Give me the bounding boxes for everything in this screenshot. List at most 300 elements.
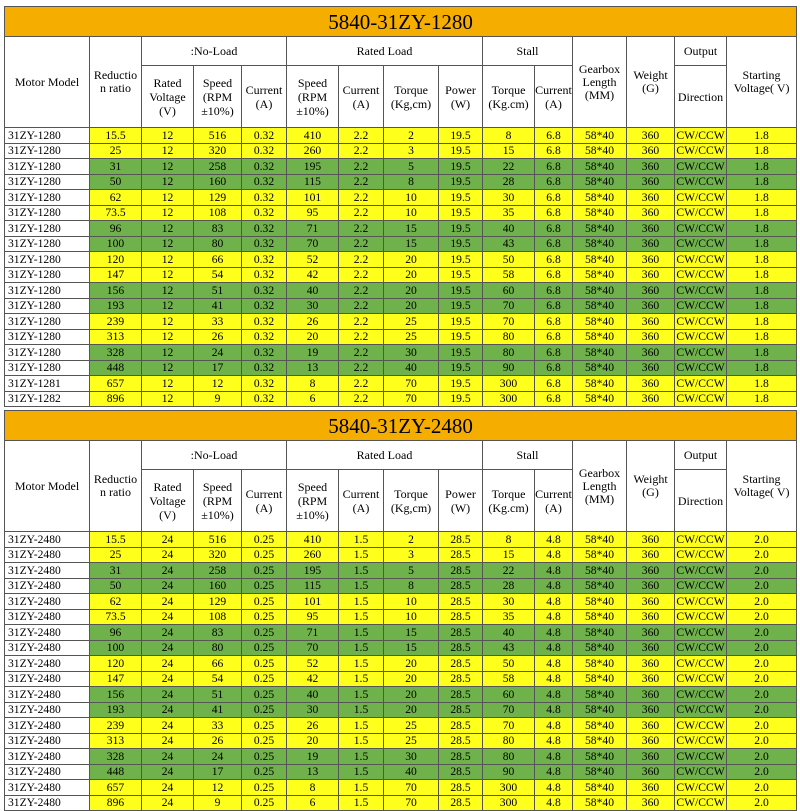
cell-starting-voltage: 1.8: [727, 143, 797, 159]
cell-motor-model: 31ZY-1280: [5, 360, 90, 376]
cell-motor-model: 31ZY-2480: [5, 547, 90, 563]
cell-rated-voltage: 24: [142, 640, 194, 656]
cell-rated-speed: 40: [287, 283, 339, 299]
cell-weight: 360: [627, 749, 675, 765]
cell-noload-current: 0.32: [242, 376, 287, 392]
cell-rated-power: 19.5: [439, 283, 483, 299]
cell-weight: 360: [627, 687, 675, 703]
cell-stall-current: 6.8: [535, 345, 573, 361]
cell-motor-model: 31ZY-2480: [5, 640, 90, 656]
cell-reduction-ratio: 73.5: [90, 609, 142, 625]
cell-noload-current: 0.25: [242, 640, 287, 656]
cell-rated-speed: 13: [287, 360, 339, 376]
cell-weight: 360: [627, 205, 675, 221]
cell-noload-current: 0.32: [242, 128, 287, 144]
cell-rated-voltage: 12: [142, 391, 194, 407]
cell-motor-model: 31ZY-1280: [5, 252, 90, 268]
cell-direction: CW/CCW: [676, 283, 725, 297]
cell-rated-speed: 30: [287, 702, 339, 718]
cell-weight: 360: [627, 594, 675, 610]
cell-stall-torque: 50: [483, 252, 535, 268]
cell-starting-voltage: 1.8: [727, 190, 797, 206]
header-stall-torque: Torque (Kg.cm): [483, 470, 535, 532]
cell-noload-current: 0.32: [242, 283, 287, 299]
cell-rated-voltage: 12: [142, 376, 194, 392]
cell-noload-current: 0.32: [242, 345, 287, 361]
cell-rated-voltage: 24: [142, 780, 194, 796]
cell-rated-speed: 8: [287, 780, 339, 796]
cell-noload-current: 0.25: [242, 702, 287, 718]
cell-gearbox-length: 58*40: [573, 174, 627, 190]
cell-rated-voltage: 12: [142, 174, 194, 190]
cell-weight: 360: [627, 795, 675, 811]
header-no-load: :No-Load: [142, 37, 287, 66]
cell-starting-voltage: 2.0: [727, 594, 797, 610]
cell-rated-power: 19.5: [439, 360, 483, 376]
header-gearbox-length: Gearbox Length (MM): [573, 37, 627, 128]
cell-rated-power: 28.5: [439, 656, 483, 672]
cell-noload-speed: 17: [194, 764, 242, 780]
cell-stall-current: 4.8: [535, 780, 573, 796]
cell-rated-current: 2.2: [339, 174, 384, 190]
cell-gearbox-length: 58*40: [573, 625, 627, 641]
cell-motor-model: 31ZY-2480: [5, 718, 90, 734]
cell-rated-voltage: 24: [142, 718, 194, 734]
cell-gearbox-length: 58*40: [573, 702, 627, 718]
cell-reduction-ratio: 313: [90, 329, 142, 345]
cell-direction: CW/CCW: [676, 625, 725, 639]
cell-motor-model: 31ZY-2480: [5, 594, 90, 610]
cell-motor-model: 31ZY-2480: [5, 733, 90, 749]
cell-starting-voltage: 2.0: [727, 578, 797, 594]
cell-weight: 360: [627, 563, 675, 579]
cell-starting-voltage: 2.0: [727, 718, 797, 734]
table-row: [5, 749, 797, 765]
cell-gearbox-length: 58*40: [573, 687, 627, 703]
cell-rated-voltage: 12: [142, 283, 194, 299]
cell-direction: CW/CCW: [676, 703, 725, 717]
cell-direction: CW/CCW: [676, 299, 725, 313]
cell-starting-voltage: 2.0: [727, 625, 797, 641]
cell-weight: 360: [627, 578, 675, 594]
cell-weight: 360: [627, 702, 675, 718]
cell-rated-torque: 5: [384, 563, 439, 579]
cell-noload-current: 0.32: [242, 252, 287, 268]
cell-rated-power: 28.5: [439, 795, 483, 811]
cell-direction: CW/CCW: [676, 641, 725, 655]
cell-motor-model: 31ZY-1280: [5, 221, 90, 237]
cell-noload-speed: 80: [194, 236, 242, 252]
cell-weight: 360: [627, 764, 675, 780]
table-body: [5, 532, 797, 811]
cell-weight: 360: [627, 174, 675, 190]
cell-rated-power: 28.5: [439, 563, 483, 579]
cell-gearbox-length: 58*40: [573, 236, 627, 252]
table-row: [5, 329, 797, 345]
cell-direction: CW/CCW: [676, 548, 725, 562]
cell-direction: CW/CCW: [676, 190, 725, 204]
table-row: [5, 609, 797, 625]
cell-rated-speed: 101: [287, 190, 339, 206]
cell-motor-model: 31ZY-2480: [5, 687, 90, 703]
cell-noload-speed: 12: [194, 376, 242, 392]
cell-noload-current: 0.25: [242, 532, 287, 548]
cell-rated-speed: 19: [287, 749, 339, 765]
cell-weight: 360: [627, 190, 675, 206]
cell-direction: CW/CCW: [676, 780, 725, 794]
cell-direction: CW/CCW: [676, 749, 725, 763]
cell-rated-power: 19.5: [439, 329, 483, 345]
cell-motor-model: 31ZY-1280: [5, 267, 90, 283]
cell-rated-torque: 40: [384, 764, 439, 780]
cell-reduction-ratio: 50: [90, 578, 142, 594]
cell-starting-voltage: 1.8: [727, 159, 797, 175]
cell-noload-current: 0.32: [242, 159, 287, 175]
cell-rated-torque: 8: [384, 174, 439, 190]
cell-starting-voltage: 1.8: [727, 314, 797, 330]
cell-rated-torque: 8: [384, 578, 439, 594]
cell-rated-speed: 260: [287, 547, 339, 563]
cell-stall-current: 6.8: [535, 391, 573, 407]
cell-rated-current: 2.2: [339, 252, 384, 268]
cell-reduction-ratio: 120: [90, 656, 142, 672]
cell-rated-current: 1.5: [339, 656, 384, 672]
cell-stall-current: 6.8: [535, 143, 573, 159]
cell-rated-current: 2.2: [339, 267, 384, 283]
cell-starting-voltage: 2.0: [727, 609, 797, 625]
cell-rated-power: 19.5: [439, 205, 483, 221]
cell-noload-current: 0.25: [242, 609, 287, 625]
cell-direction: CW/CCW: [676, 144, 725, 158]
cell-rated-torque: 15: [384, 640, 439, 656]
cell-rated-voltage: 24: [142, 656, 194, 672]
cell-rated-voltage: 12: [142, 205, 194, 221]
cell-stall-torque: 8: [483, 128, 535, 144]
cell-rated-current: 1.5: [339, 687, 384, 703]
cell-reduction-ratio: 147: [90, 671, 142, 687]
cell-noload-speed: 51: [194, 283, 242, 299]
cell-starting-voltage: 2.0: [727, 749, 797, 765]
cell-starting-voltage: 2.0: [727, 671, 797, 687]
cell-rated-current: 2.2: [339, 221, 384, 237]
cell-rated-voltage: 24: [142, 733, 194, 749]
table-row: [5, 764, 797, 780]
cell-direction: CW/CCW: [676, 268, 725, 282]
cell-rated-speed: 42: [287, 671, 339, 687]
cell-rated-current: 1.5: [339, 625, 384, 641]
cell-starting-voltage: 1.8: [727, 205, 797, 221]
cell-rated-power: 28.5: [439, 702, 483, 718]
cell-rated-speed: 52: [287, 656, 339, 672]
cell-noload-current: 0.32: [242, 221, 287, 237]
cell-noload-current: 0.32: [242, 143, 287, 159]
header-rated-current: Current (A): [339, 470, 384, 532]
cell-rated-power: 19.5: [439, 174, 483, 190]
cell-rated-torque: 15: [384, 625, 439, 641]
cell-rated-speed: 42: [287, 267, 339, 283]
cell-rated-voltage: 24: [142, 594, 194, 610]
cell-rated-current: 1.5: [339, 563, 384, 579]
cell-gearbox-length: 58*40: [573, 314, 627, 330]
cell-weight: 360: [627, 547, 675, 563]
header-reduction-ratio: Reductio n ratio: [90, 37, 142, 128]
cell-starting-voltage: 1.8: [727, 391, 797, 407]
cell-rated-torque: 20: [384, 702, 439, 718]
cell-rated-torque: 20: [384, 267, 439, 283]
cell-rated-speed: 20: [287, 329, 339, 345]
cell-reduction-ratio: 96: [90, 625, 142, 641]
cell-rated-power: 28.5: [439, 578, 483, 594]
cell-rated-current: 2.2: [339, 391, 384, 407]
cell-reduction-ratio: 50: [90, 174, 142, 190]
cell-rated-voltage: 12: [142, 360, 194, 376]
cell-noload-speed: 320: [194, 547, 242, 563]
cell-noload-speed: 41: [194, 298, 242, 314]
cell-rated-torque: 25: [384, 314, 439, 330]
cell-weight: 360: [627, 329, 675, 345]
cell-starting-voltage: 2.0: [727, 563, 797, 579]
header-starting-voltage: Starting Voltage( V): [727, 37, 797, 128]
cell-weight: 360: [627, 376, 675, 392]
cell-weight: 360: [627, 360, 675, 376]
header-rated-load: Rated Load: [287, 37, 483, 66]
cell-stall-torque: 60: [483, 283, 535, 299]
header-rated-speed: Speed (RPM ±10%): [287, 66, 339, 128]
cell-rated-torque: 3: [384, 143, 439, 159]
table-row: [5, 345, 797, 361]
table-row: [5, 376, 797, 392]
cell-rated-power: 19.5: [439, 190, 483, 206]
cell-stall-torque: 80: [483, 345, 535, 361]
cell-rated-torque: 10: [384, 594, 439, 610]
cell-starting-voltage: 1.8: [727, 174, 797, 190]
cell-gearbox-length: 58*40: [573, 640, 627, 656]
cell-rated-torque: 20: [384, 283, 439, 299]
cell-gearbox-length: 58*40: [573, 143, 627, 159]
cell-weight: 360: [627, 252, 675, 268]
cell-stall-current: 4.8: [535, 795, 573, 811]
cell-noload-current: 0.32: [242, 329, 287, 345]
cell-rated-power: 19.5: [439, 376, 483, 392]
cell-stall-current: 4.8: [535, 656, 573, 672]
cell-motor-model: 31ZY-1281: [5, 376, 90, 392]
cell-starting-voltage: 1.8: [727, 376, 797, 392]
cell-gearbox-length: 58*40: [573, 252, 627, 268]
cell-rated-power: 19.5: [439, 143, 483, 159]
cell-noload-current: 0.25: [242, 656, 287, 672]
cell-rated-power: 19.5: [439, 236, 483, 252]
header-stall: Stall: [483, 37, 573, 66]
table-row: [5, 190, 797, 206]
cell-noload-current: 0.25: [242, 563, 287, 579]
cell-rated-power: 19.5: [439, 314, 483, 330]
cell-rated-speed: 95: [287, 609, 339, 625]
cell-motor-model: 31ZY-2480: [5, 578, 90, 594]
cell-gearbox-length: 58*40: [573, 656, 627, 672]
cell-stall-current: 6.8: [535, 252, 573, 268]
cell-rated-speed: 6: [287, 391, 339, 407]
header-noload-speed: Speed (RPM ±10%): [194, 470, 242, 532]
cell-starting-voltage: 1.8: [727, 345, 797, 361]
cell-noload-current: 0.32: [242, 391, 287, 407]
header-rated-speed: Speed (RPM ±10%): [287, 470, 339, 532]
cell-rated-power: 28.5: [439, 594, 483, 610]
table-row: [5, 159, 797, 175]
cell-reduction-ratio: 896: [90, 795, 142, 811]
cell-noload-speed: 83: [194, 625, 242, 641]
cell-stall-current: 6.8: [535, 128, 573, 144]
cell-motor-model: 31ZY-2480: [5, 656, 90, 672]
cell-rated-speed: 195: [287, 159, 339, 175]
table-row: [5, 221, 797, 237]
cell-noload-speed: 108: [194, 609, 242, 625]
cell-noload-current: 0.25: [242, 749, 287, 765]
cell-noload-speed: 320: [194, 143, 242, 159]
cell-stall-torque: 28: [483, 578, 535, 594]
cell-rated-voltage: 24: [142, 563, 194, 579]
cell-motor-model: 31ZY-2480: [5, 625, 90, 641]
cell-rated-speed: 195: [287, 563, 339, 579]
cell-stall-current: 6.8: [535, 174, 573, 190]
cell-stall-torque: 60: [483, 687, 535, 703]
cell-rated-speed: 40: [287, 687, 339, 703]
cell-noload-speed: 17: [194, 360, 242, 376]
table-title: 5840-31ZY-2480: [5, 411, 797, 441]
cell-reduction-ratio: 15.5: [90, 128, 142, 144]
table-row: [5, 687, 797, 703]
cell-rated-current: 2.2: [339, 314, 384, 330]
cell-stall-current: 4.8: [535, 671, 573, 687]
cell-reduction-ratio: 25: [90, 547, 142, 563]
cell-noload-current: 0.32: [242, 174, 287, 190]
cell-weight: 360: [627, 609, 675, 625]
cell-noload-current: 0.25: [242, 547, 287, 563]
cell-gearbox-length: 58*40: [573, 345, 627, 361]
cell-rated-power: 28.5: [439, 625, 483, 641]
cell-weight: 360: [627, 640, 675, 656]
cell-rated-current: 1.5: [339, 671, 384, 687]
cell-direction: CW/CCW: [676, 345, 725, 359]
cell-noload-current: 0.25: [242, 780, 287, 796]
cell-direction: CW/CCW: [676, 314, 725, 328]
cell-rated-power: 28.5: [439, 532, 483, 548]
cell-motor-model: 31ZY-2480: [5, 780, 90, 796]
cell-rated-torque: 30: [384, 345, 439, 361]
cell-rated-speed: 30: [287, 298, 339, 314]
cell-direction: CW/CCW: [676, 159, 725, 173]
cell-rated-current: 2.2: [339, 205, 384, 221]
cell-noload-speed: 54: [194, 267, 242, 283]
cell-stall-torque: 300: [483, 780, 535, 796]
table-row: [5, 547, 797, 563]
cell-motor-model: 31ZY-2480: [5, 563, 90, 579]
cell-rated-power: 19.5: [439, 267, 483, 283]
cell-rated-current: 2.2: [339, 128, 384, 144]
cell-stall-current: 4.8: [535, 733, 573, 749]
cell-rated-speed: 70: [287, 640, 339, 656]
header-stall-torque: Torque (Kg.cm): [483, 66, 535, 128]
cell-noload-current: 0.32: [242, 298, 287, 314]
cell-direction: CW/CCW: [676, 175, 725, 189]
header-noload-current: Current (A): [242, 66, 287, 128]
cell-noload-current: 0.25: [242, 718, 287, 734]
header-direction: Direction: [675, 66, 727, 128]
cell-noload-current: 0.25: [242, 671, 287, 687]
cell-starting-voltage: 2.0: [727, 547, 797, 563]
cell-stall-torque: 43: [483, 640, 535, 656]
cell-stall-torque: 50: [483, 656, 535, 672]
cell-gearbox-length: 58*40: [573, 159, 627, 175]
cell-gearbox-length: 58*40: [573, 609, 627, 625]
cell-rated-power: 28.5: [439, 780, 483, 796]
table-row: [5, 314, 797, 330]
cell-rated-current: 2.2: [339, 190, 384, 206]
cell-stall-torque: 35: [483, 609, 535, 625]
cell-noload-current: 0.32: [242, 360, 287, 376]
cell-motor-model: 31ZY-1280: [5, 236, 90, 252]
cell-starting-voltage: 2.0: [727, 656, 797, 672]
cell-rated-power: 28.5: [439, 547, 483, 563]
cell-gearbox-length: 58*40: [573, 578, 627, 594]
cell-motor-model: 31ZY-1280: [5, 143, 90, 159]
cell-rated-current: 2.2: [339, 360, 384, 376]
cell-gearbox-length: 58*40: [573, 547, 627, 563]
cell-noload-speed: 83: [194, 221, 242, 237]
cell-noload-speed: 108: [194, 205, 242, 221]
cell-starting-voltage: 1.8: [727, 329, 797, 345]
cell-rated-voltage: 12: [142, 267, 194, 283]
cell-rated-speed: 115: [287, 578, 339, 594]
cell-starting-voltage: 2.0: [727, 702, 797, 718]
cell-stall-torque: 58: [483, 267, 535, 283]
header-motor-model: Motor Model: [5, 37, 90, 128]
cell-motor-model: 31ZY-2480: [5, 609, 90, 625]
cell-rated-current: 1.5: [339, 702, 384, 718]
cell-noload-current: 0.25: [242, 578, 287, 594]
cell-rated-current: 1.5: [339, 578, 384, 594]
cell-stall-torque: 15: [483, 143, 535, 159]
header-weight: Weight (G): [627, 37, 675, 128]
cell-starting-voltage: 2.0: [727, 640, 797, 656]
cell-rated-voltage: 12: [142, 298, 194, 314]
cell-starting-voltage: 1.8: [727, 128, 797, 144]
cell-rated-torque: 40: [384, 360, 439, 376]
cell-rated-current: 1.5: [339, 795, 384, 811]
cell-reduction-ratio: 25: [90, 143, 142, 159]
cell-starting-voltage: 1.8: [727, 252, 797, 268]
cell-rated-voltage: 12: [142, 128, 194, 144]
table-row: [5, 283, 797, 299]
cell-rated-current: 2.2: [339, 283, 384, 299]
cell-noload-current: 0.25: [242, 594, 287, 610]
cell-rated-power: 19.5: [439, 345, 483, 361]
table-row: [5, 532, 797, 548]
cell-weight: 360: [627, 625, 675, 641]
cell-starting-voltage: 2.0: [727, 795, 797, 811]
cell-rated-voltage: 24: [142, 749, 194, 765]
cell-rated-speed: 101: [287, 594, 339, 610]
cell-noload-speed: 160: [194, 578, 242, 594]
cell-rated-current: 2.2: [339, 298, 384, 314]
cell-motor-model: 31ZY-1280: [5, 159, 90, 175]
cell-stall-current: 4.8: [535, 625, 573, 641]
cell-rated-torque: 2: [384, 532, 439, 548]
cell-rated-voltage: 24: [142, 625, 194, 641]
cell-rated-torque: 70: [384, 376, 439, 392]
table-row: [5, 298, 797, 314]
cell-noload-speed: 26: [194, 329, 242, 345]
cell-stall-current: 4.8: [535, 718, 573, 734]
